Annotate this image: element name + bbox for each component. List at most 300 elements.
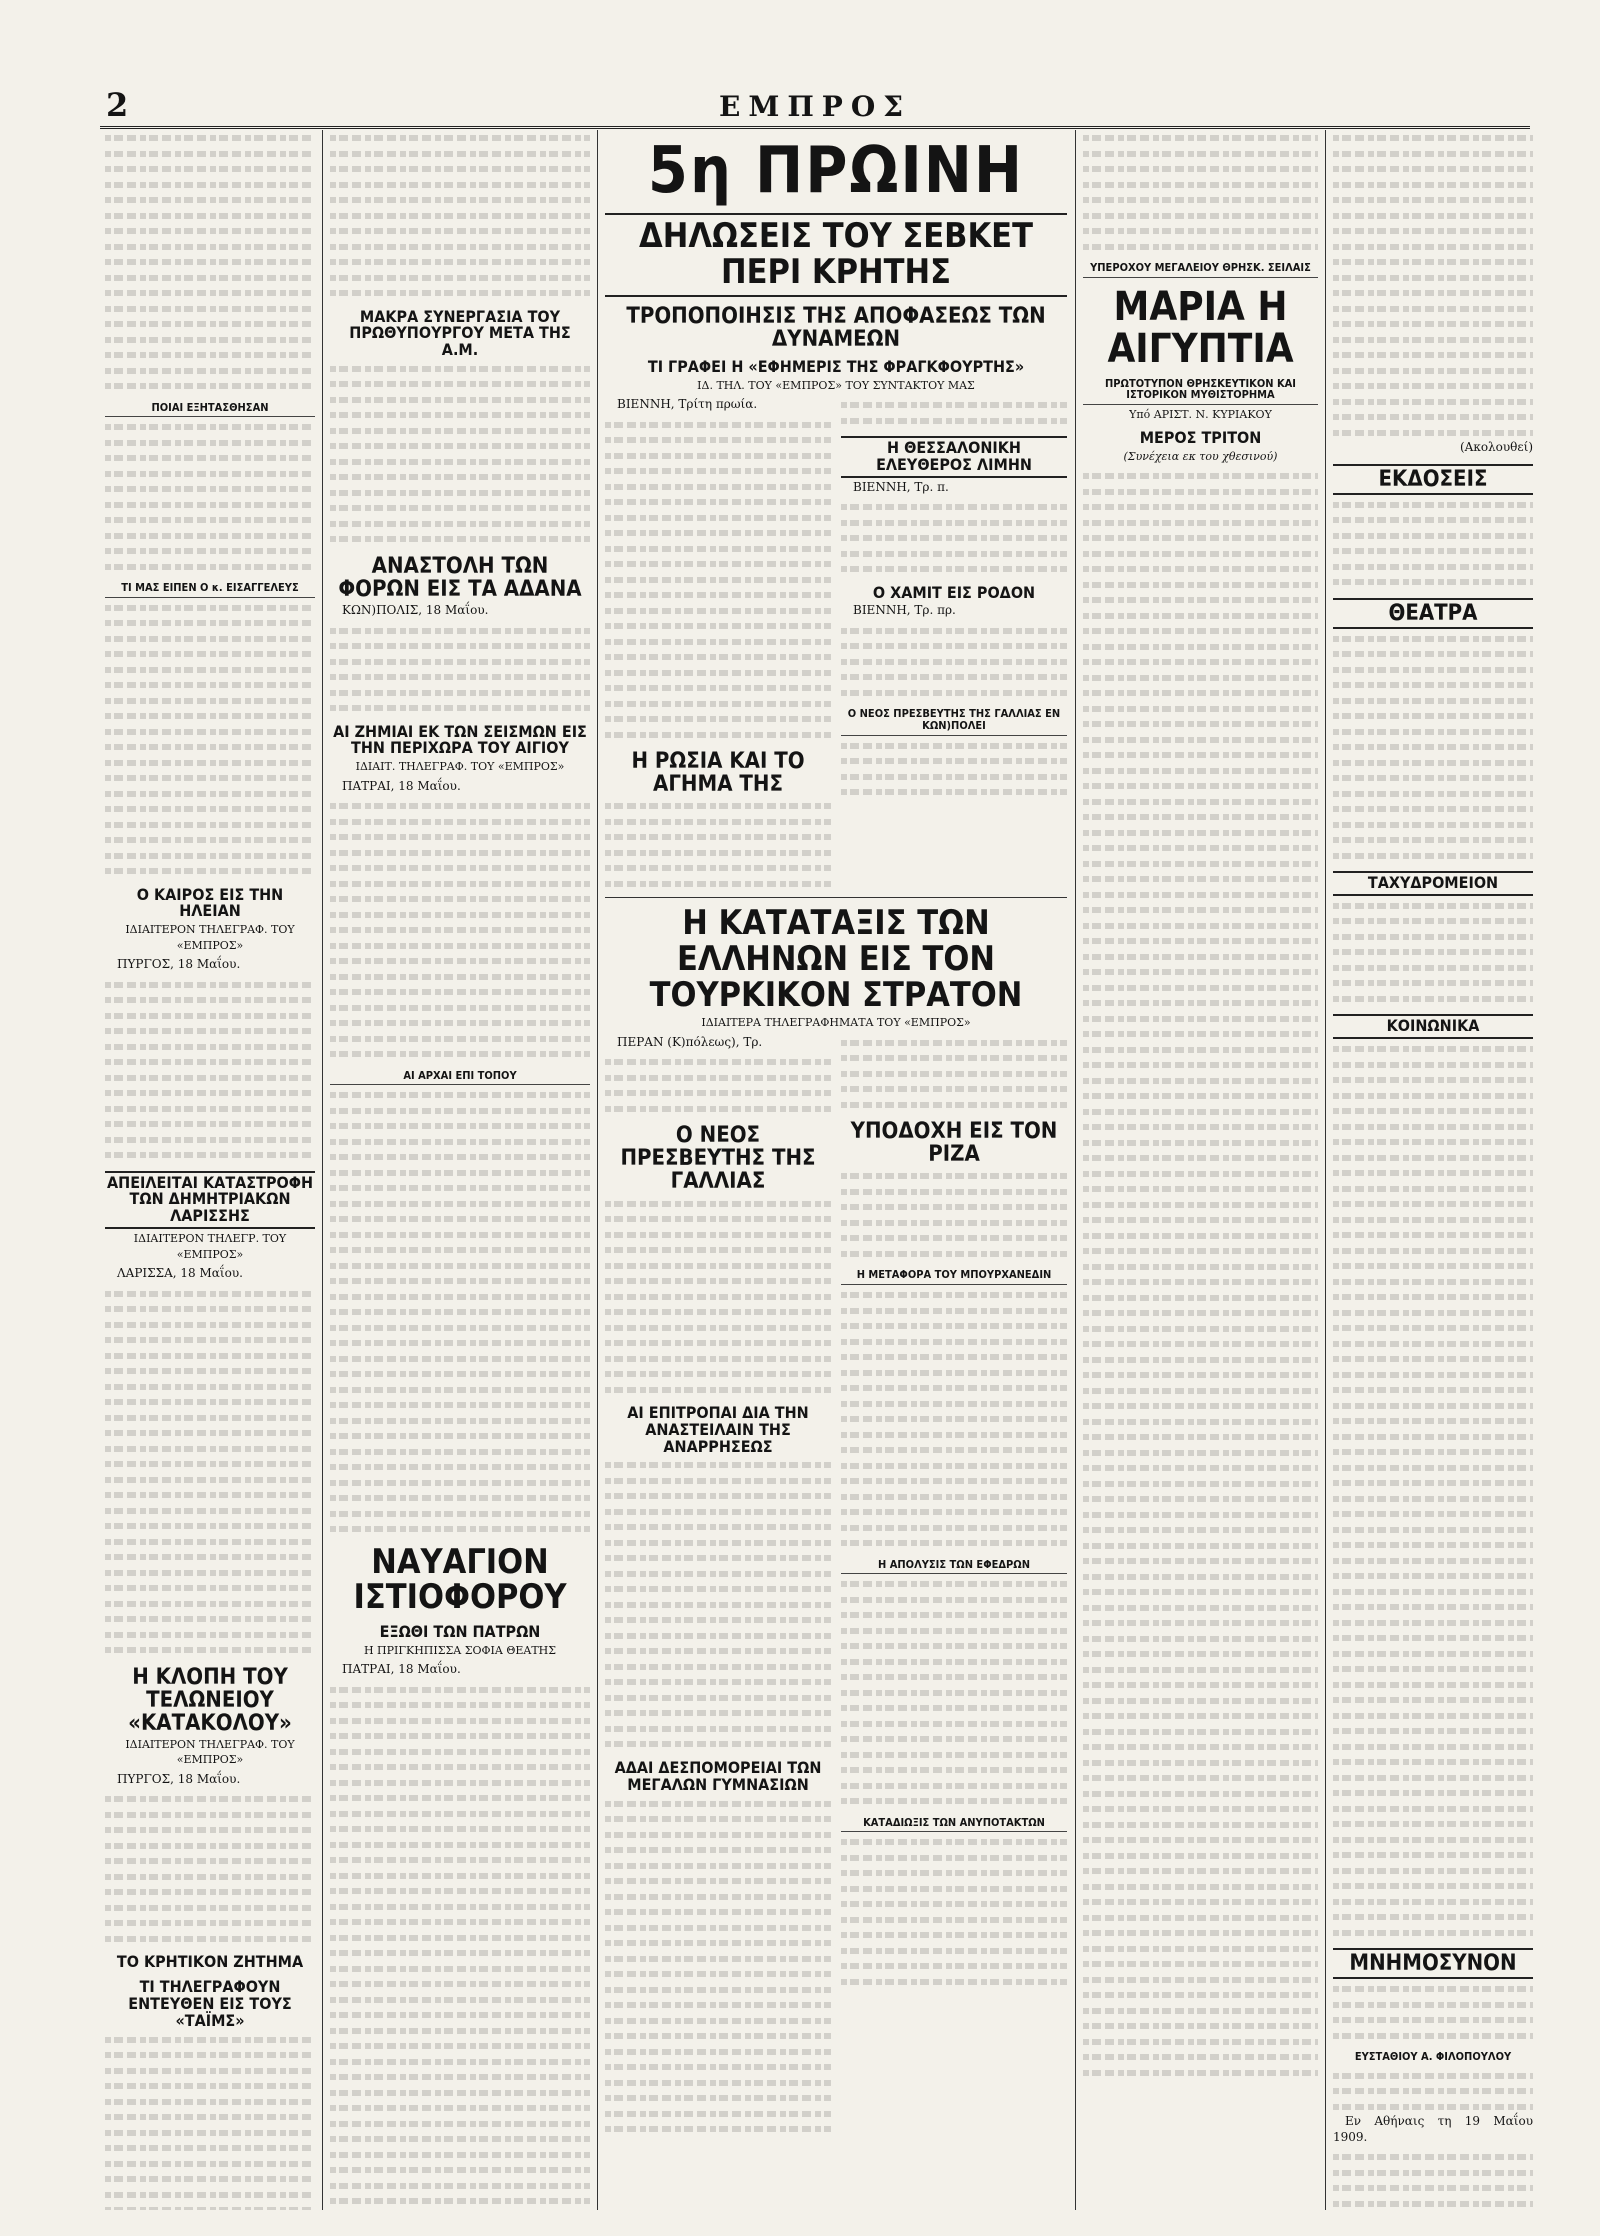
text-line (605, 1674, 831, 1690)
text-line (1333, 146, 1533, 162)
text-line (105, 2156, 315, 2172)
text-line (605, 2106, 831, 2122)
text-line (1333, 1584, 1533, 1600)
text-line (330, 1320, 590, 1336)
text-line (841, 1097, 1067, 1113)
text-line (330, 223, 590, 239)
text-line (105, 1791, 315, 1807)
text-line (1333, 739, 1533, 755)
text-line (1333, 898, 1533, 914)
text-line (1333, 1599, 1533, 1615)
text-line (1333, 2099, 1533, 2115)
text-line (330, 2131, 590, 2147)
center-headline: Η ΘΕΣΣΑΛΟΝΙΚΗ ΕΛΕΥΘΕΡΟΣ ΛΙΜΗΝ (841, 436, 1067, 478)
text-line (1083, 177, 1318, 193)
text-line (105, 2078, 315, 2094)
text-line (1333, 1351, 1533, 1367)
text-line (1333, 1506, 1533, 1522)
serial-signoff: (Ακολουθεί) (1459, 440, 1533, 454)
text-line (841, 413, 1067, 429)
main-headline: ΔΗΛΩΣΕΙΣ ΤΟΥ ΣΕΒΚΕΤ ΠΕΡΙ ΚΡΗΤΗΣ (605, 213, 1067, 296)
text-line (105, 724, 315, 740)
text-line (605, 2121, 831, 2137)
text-line (1333, 1429, 1533, 1445)
text-line (841, 1365, 1067, 1381)
text-line (1083, 208, 1318, 224)
text-line (1083, 1460, 1318, 1476)
text-line (605, 1504, 831, 1520)
text-line (1333, 801, 1533, 817)
text-line (1083, 1693, 1318, 1709)
text-line (330, 1930, 590, 1946)
text-line (841, 499, 1067, 515)
text-line (1083, 192, 1318, 208)
text-line (1333, 1491, 1533, 1507)
text-line (605, 1320, 831, 1336)
text-line (330, 1961, 590, 1977)
text-line (1083, 654, 1318, 670)
text-line (1083, 1755, 1318, 1771)
text-line (1333, 1981, 1533, 1997)
text-line (1083, 1538, 1318, 1554)
text-line (1083, 747, 1318, 763)
text-line (105, 646, 315, 662)
text-line (841, 1168, 1067, 1184)
text-line (105, 1132, 315, 1148)
text-line (841, 1215, 1067, 1231)
text-line (1083, 918, 1318, 934)
text-line (330, 2023, 590, 2039)
text-line (105, 2032, 315, 2048)
text-line (330, 1837, 590, 1853)
text-line (1333, 1227, 1533, 1243)
text-line (1333, 161, 1533, 177)
text-line (105, 755, 315, 771)
text-line (330, 361, 590, 377)
text-line (330, 1521, 590, 1537)
text-line (330, 1775, 590, 1791)
text-line (330, 1759, 590, 1775)
text-line (841, 530, 1067, 546)
text-line (105, 2047, 315, 2063)
text-line (1083, 1321, 1318, 1337)
text-line (605, 1796, 831, 1812)
text-line (1083, 608, 1318, 624)
text-line (1333, 1057, 1533, 1073)
text-line (1083, 1135, 1318, 1151)
text-line (841, 1230, 1067, 1246)
text-line (105, 1363, 315, 1379)
text-line (105, 130, 315, 146)
text-line (330, 1015, 590, 1031)
text-line (1083, 1274, 1318, 1290)
text-line (605, 2090, 831, 2106)
text-line (105, 1611, 315, 1627)
text-line (1083, 1631, 1318, 1647)
text-line (841, 1912, 1067, 1928)
text-line (105, 1503, 315, 1519)
column-rule (1325, 130, 1326, 2210)
text-line (105, 1807, 315, 1823)
text-line (605, 1997, 831, 2013)
text-line (1083, 1367, 1318, 1383)
wide-headline: Η ΚΑΤΑΤΑΞΙΣ ΤΩΝ ΕΛΛΗΝΩΝ ΕΙΣ ΤΟΝ ΤΟΥΡΚΙΚΟΝ ΣΤΡΑΤΟΝ (649, 903, 1023, 1015)
dateline: ΚΩΝ)ΠΟΛΙΣ, 18 Μαΐου. (342, 603, 489, 618)
text-line (105, 1822, 315, 1838)
text-line (330, 208, 590, 224)
text-line (605, 525, 831, 541)
text-line (841, 1896, 1067, 1912)
text-line (330, 1728, 590, 1744)
text-line (605, 1904, 831, 1920)
text-line (105, 1070, 315, 1086)
text-line (330, 1397, 590, 1413)
text-line (605, 572, 831, 588)
text-line (841, 1778, 1067, 1794)
text-line (1333, 929, 1533, 945)
text-line (1333, 817, 1533, 833)
text-line (330, 285, 590, 301)
section-head-ekdoseis: ΕΚΔΟΣΕΙΣ (1333, 464, 1533, 495)
text-line (605, 1597, 831, 1613)
text-line (605, 1935, 831, 1951)
text-line (330, 1289, 590, 1305)
text-line (105, 450, 315, 466)
text-line (605, 587, 831, 603)
text-line (105, 559, 315, 575)
text-line (330, 239, 590, 255)
text-line (105, 1441, 315, 1457)
text-line (605, 1951, 831, 1967)
text-line (1083, 825, 1318, 841)
text-line (1333, 2012, 1533, 2028)
text-line (330, 922, 590, 938)
text-line (605, 1457, 831, 1473)
text-line (330, 531, 590, 547)
text-line (841, 1489, 1067, 1505)
dateline: ΠΕΡΑΝ (Κ)πόλεως), Τρ. (617, 1034, 763, 1049)
center-headline: Ο ΧΑΜΙΤ ΕΙΣ ΡΟΔΟΝ (872, 582, 1036, 602)
text-line (105, 2171, 315, 2187)
text-line (330, 1444, 590, 1460)
text-line (1083, 1569, 1318, 1585)
text-line (841, 638, 1067, 654)
text-line (330, 254, 590, 270)
text-line (605, 1659, 831, 1675)
text-line (605, 1211, 831, 1227)
text-line (105, 615, 315, 631)
text-line (605, 1258, 831, 1274)
text-line (841, 1762, 1067, 1778)
text-line (1333, 332, 1533, 348)
text-line (1333, 1878, 1533, 1894)
text-line (1333, 1289, 1533, 1305)
text-line (1083, 1817, 1318, 1833)
text-line (330, 392, 590, 408)
text-line (1083, 1956, 1318, 1972)
text-line (1333, 316, 1533, 332)
column-2 (330, 130, 590, 2210)
text-line (605, 1196, 831, 1212)
text-line (1333, 1181, 1533, 1197)
text-line (605, 541, 831, 557)
text-line (1333, 1088, 1533, 1104)
text-line (330, 1242, 590, 1258)
text-line (1083, 701, 1318, 717)
text-line (841, 1303, 1067, 1319)
text-line (1333, 512, 1533, 528)
text-line (105, 1332, 315, 1348)
text-line (1333, 1630, 1533, 1646)
text-line (605, 876, 831, 892)
text-line (330, 860, 590, 876)
text-line (330, 1087, 590, 1103)
text-line (330, 1196, 590, 1212)
center-headline: Η ΑΠΟΛΥΣΙΣ ΤΩΝ ΕΦΕΔΡΩΝ (841, 1559, 1067, 1575)
text-line (330, 907, 590, 923)
text-line (1333, 2196, 1533, 2210)
text-line (330, 1506, 590, 1522)
text-line (105, 708, 315, 724)
text-line (105, 992, 315, 1008)
text-line (1333, 1615, 1533, 1631)
text-line (1083, 1832, 1318, 1848)
text-line (605, 1889, 831, 1905)
text-line (1333, 1134, 1533, 1150)
text-line (605, 1227, 831, 1243)
text-line (105, 1853, 315, 1869)
text-line (841, 1623, 1067, 1639)
text-line (1083, 1352, 1318, 1368)
text-line (1083, 1088, 1318, 1104)
byline: ΙΔ. ΤΗΛ. ΤΟΥ «ΕΜΠΡΟΣ» ΤΟΥ ΣΥΝΤΑΚΤΟΥ ΜΑΣ (697, 378, 975, 392)
text-line (605, 1811, 831, 1827)
text-line (605, 711, 831, 727)
text-line (330, 1366, 590, 1382)
text-line (1333, 1522, 1533, 1538)
text-line (1333, 1305, 1533, 1321)
text-line (605, 1721, 831, 1737)
text-line (330, 1031, 590, 1047)
text-line (1083, 223, 1318, 239)
text-line (105, 512, 315, 528)
text-line (1333, 1708, 1533, 1724)
text-line (1083, 871, 1318, 887)
text-line (105, 1838, 315, 1854)
text-line (330, 423, 590, 439)
text-line (605, 1273, 831, 1289)
text-line (605, 1736, 831, 1752)
text-line (1083, 1491, 1318, 1507)
text-line (330, 829, 590, 845)
text-line (841, 397, 1067, 413)
text-line (105, 1642, 315, 1658)
text-line (605, 1842, 831, 1858)
text-line (1333, 363, 1533, 379)
text-line (330, 798, 590, 814)
text-line (1333, 1320, 1533, 1336)
text-line (330, 1118, 590, 1134)
text-line (330, 814, 590, 830)
text-line (1333, 1072, 1533, 1088)
text-line (1333, 1816, 1533, 1832)
text-line (1083, 1290, 1318, 1306)
text-line (841, 515, 1067, 531)
text-line (1333, 208, 1533, 224)
center-right-column (841, 397, 1067, 891)
text-line (105, 977, 315, 993)
text-line (330, 1413, 590, 1429)
text-line (105, 817, 315, 833)
text-line (1333, 1103, 1533, 1119)
text-line (105, 832, 315, 848)
text-line (330, 1211, 590, 1227)
text-line (1333, 2165, 1533, 2181)
text-line (605, 1643, 831, 1659)
text-line (1083, 1011, 1318, 1027)
text-line (1333, 425, 1533, 441)
text-line (605, 463, 831, 479)
section-head-social: ΚΟΙΝΩΝΙΚΑ (1333, 1014, 1533, 1039)
text-line (1083, 1724, 1318, 1740)
text-line (1333, 1243, 1533, 1259)
text-line (605, 448, 831, 464)
text-line (841, 1199, 1067, 1215)
text-line (1083, 1646, 1318, 1662)
text-line (841, 1592, 1067, 1608)
text-line (605, 1519, 831, 1535)
text-line (841, 738, 1067, 754)
text-line (330, 1428, 590, 1444)
text-line (1333, 1041, 1533, 1057)
text-line (1333, 1212, 1533, 1228)
text-line (605, 1085, 831, 1101)
text-line (105, 543, 315, 559)
text-line (605, 798, 831, 814)
text-line (605, 1473, 831, 1489)
text-line (105, 1884, 315, 1900)
text-line (1333, 2028, 1533, 2044)
text-line (605, 1550, 831, 1566)
text-line (841, 1850, 1067, 1866)
text-line (1083, 530, 1318, 546)
text-line (330, 1459, 590, 1475)
text-line (330, 1945, 590, 1961)
text-line (105, 1039, 315, 1055)
text-line (330, 1103, 590, 1119)
text-line (1333, 1258, 1533, 1274)
text-line (105, 497, 315, 513)
section-head-post: ΤΑΧΥΔΡΟΜΕΙΟΝ (1333, 871, 1533, 896)
text-line (105, 1518, 315, 1534)
text-line (330, 876, 590, 892)
text-line (605, 1982, 831, 1998)
text-line (105, 801, 315, 817)
text-line (1083, 1894, 1318, 1910)
text-line (1333, 2083, 1533, 2099)
text-line (1083, 995, 1318, 1011)
text-line (1333, 1925, 1533, 1941)
text-line (330, 1744, 590, 1760)
text-line (330, 2178, 590, 2194)
text-line (841, 1380, 1067, 1396)
text-line (1333, 1997, 1533, 2013)
text-line (1333, 1723, 1533, 1739)
text-line (1333, 662, 1533, 678)
text-line (1333, 1770, 1533, 1786)
text-line (105, 1317, 315, 1333)
col1-headline: Η ΚΛΟΠΗ ΤΟΥ ΤΕΛΩΝΕΙΟΥ «ΚΑΤΑΚΟΛΟΥ» (128, 1664, 292, 1736)
text-line (330, 1976, 590, 1992)
text-line (605, 1920, 831, 1936)
text-line (1333, 177, 1533, 193)
text-line (1333, 975, 1533, 991)
text-line (841, 1607, 1067, 1623)
text-line (1083, 1476, 1318, 1492)
text-line (605, 510, 831, 526)
text-line (1083, 1414, 1318, 1430)
text-line (330, 192, 590, 208)
text-line (330, 2193, 590, 2209)
text-line (105, 419, 315, 435)
text-line (841, 1081, 1067, 1097)
text-line (330, 1806, 590, 1822)
col1-headline: ΤΙ ΤΗΛΕΓΡΑΦΟΥΝ ΕΝΤΕΥΘΕΝ ΕΙΣ ΤΟΥΣ «ΤΑΪΜΣ» (128, 1977, 292, 2030)
text-line (605, 1242, 831, 1258)
text-line (330, 2054, 590, 2070)
text-line (841, 1685, 1067, 1701)
text-line (605, 1612, 831, 1628)
column-6 (1333, 130, 1533, 2210)
text-line (1083, 1584, 1318, 1600)
text-line (605, 1054, 831, 1070)
text-line (1083, 2018, 1318, 2034)
text-line (330, 454, 590, 470)
dateline: ΠΥΡΓΟΣ, 18 Μαΐου. (117, 957, 241, 972)
text-line (605, 603, 831, 619)
text-line (605, 2059, 831, 2075)
column-5 (1083, 130, 1318, 2210)
text-line (1083, 732, 1318, 748)
text-line (1083, 515, 1318, 531)
text-line (330, 500, 590, 516)
text-line (1083, 1073, 1318, 1089)
text-line (1083, 716, 1318, 732)
text-line (605, 1535, 831, 1551)
text-line (330, 2038, 590, 2054)
text-line (105, 1549, 315, 1565)
text-line (330, 1490, 590, 1506)
text-line (1083, 592, 1318, 608)
text-line (605, 1858, 831, 1874)
text-line (1083, 1212, 1318, 1228)
col1-headline: Ο ΚΑΙΡΟΣ ΕΙΣ ΤΗΝ ΗΛΕΙΑΝ (136, 884, 284, 921)
center-headline: ΚΑΤΑΔΙΩΞΙΣ ΤΩΝ ΑΝΥΠΟΤΑΚΤΩΝ (841, 1817, 1067, 1833)
text-line (105, 2094, 315, 2110)
text-line (1083, 887, 1318, 903)
text-line (605, 1335, 831, 1351)
text-line (1333, 708, 1533, 724)
text-line (1083, 1445, 1318, 1461)
text-line (330, 1180, 590, 1196)
text-line (1083, 1026, 1318, 1042)
col1-subhead: ΙΔΙΑΙΤΕΡΟΝ ΤΗΛΕΓΡΑΦ. ΤΟΥ «ΕΜΠΡΟΣ» (125, 1737, 295, 1767)
serial-part: ΜΕΡΟΣ ΤΡΙΤΟΝ (1139, 428, 1262, 448)
text-line (330, 177, 590, 193)
text-line (1333, 497, 1533, 513)
text-line (841, 1458, 1067, 1474)
text-line (1333, 1537, 1533, 1553)
